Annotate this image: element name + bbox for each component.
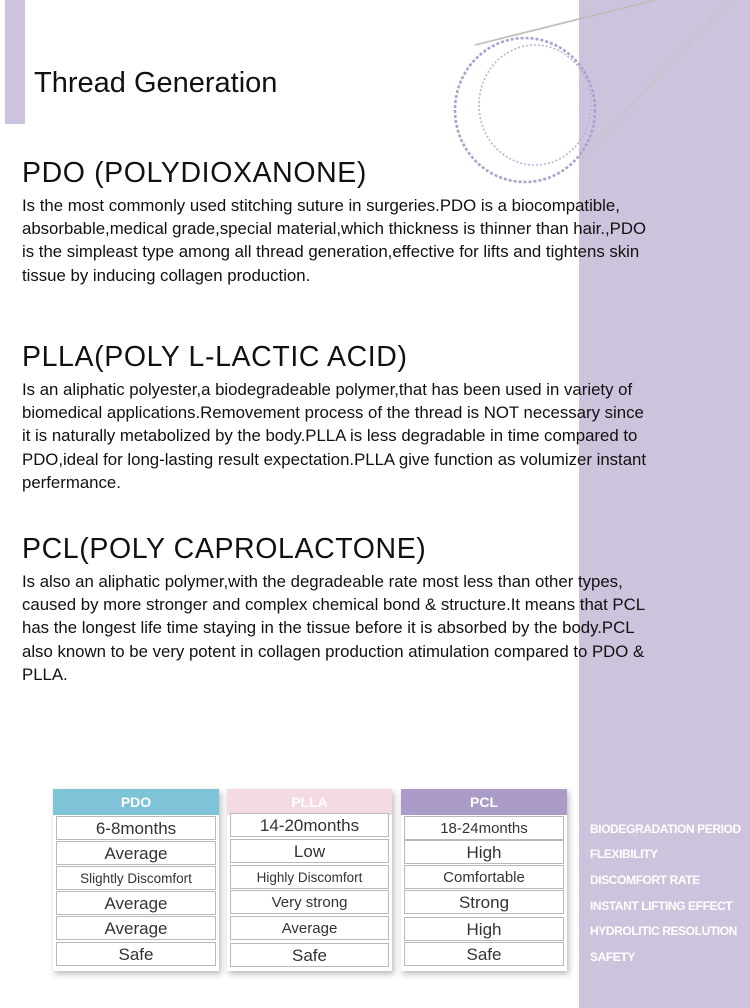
property-label: DISCOMFORT RATE [590,873,700,887]
card-header: PDO [53,789,219,815]
body-line: Is the most commonly used stitching suture in surgeries.PDO is a biocompatible, [22,196,620,215]
cell-flexibility: Low [230,839,389,863]
cell-lifting: Very strong [230,890,389,914]
body-line: biomedical applications.Removement process of the thread is NOT necessary since [22,403,644,423]
cell-safety: Safe [230,943,389,967]
cell-hydrolitic: High [404,917,564,941]
body-line: also known to be very potent in collagen production atimulation compared to PDO & [22,641,645,661]
body-line: absorbable,medical grade,special material,which thickness is thinner than hair.,PDO [22,219,647,239]
body-line: Is also an aliphatic polymer,with the degradeable rate most less than other types, [22,572,623,591]
section-pdo [22,156,728,287]
section-body [22,378,728,494]
section-pcl [22,532,728,686]
property-label: SAFETY [590,950,635,964]
cell-biodegradation: 14-20months [230,813,389,837]
body-line: tissue by inducing collagen production. [22,265,311,285]
section-body [22,194,728,287]
property-label: HYDROLITIC RESOLUTION [590,924,737,938]
title-accent-bar [5,0,25,124]
body-line: PDO,ideal for long-lasting result expectation.PLLA give function as volumizer instant [22,449,647,469]
card-header: PCL [401,789,567,815]
body-line: Is an aliphatic polyester,a biodegradeable polymer,that has been used in variety of [22,380,633,399]
cell-lifting: Average [56,891,216,915]
body-line: it is naturally metabolized by the body.PLLA is less degradable in time compared to [22,426,638,446]
body-line: perfermance. [22,472,121,492]
cell-hydrolitic: Average [56,916,216,940]
comparison-card-pcl [401,789,567,971]
cell-flexibility: Average [56,841,216,865]
cell-biodegradation: 18-24months [404,816,564,840]
body-line: caused by more stronger and complex chemical bond & structure.It means that PCL [22,595,646,615]
property-label: FLEXIBILITY [590,847,658,861]
section-plla [22,340,728,494]
cell-safety: Safe [56,942,216,966]
cell-hydrolitic: Average [230,916,389,940]
section-heading: PCL(POLY CAPROLACTONE) [22,533,427,565]
section-body [22,570,728,686]
page-title: Thread Generation [34,67,278,99]
cell-safety: Safe [404,942,564,966]
cell-discomfort: Comfortable [404,865,564,889]
cell-lifting: Strong [404,890,564,914]
body-line: PLLA. [22,664,68,684]
card-header: PLLA [227,789,392,815]
cell-flexibility: High [404,840,564,864]
body-line: has the longest life time staying in the tissue before it is absorbed by the body.PCL [22,618,635,638]
cell-discomfort: Highly Discomfort [230,865,389,889]
property-label: BIODEGRADATION PERIOD [590,822,741,836]
comparison-card-pdo [53,789,219,971]
comparison-card-plla [227,789,392,971]
property-label: INSTANT LIFTING EFFECT [590,899,733,913]
body-line: is the simpleast type among all thread generation,effective for lifts and tightens skin [22,242,640,262]
cell-biodegradation: 6-8months [56,816,216,840]
cell-discomfort: Slightly Discomfort [56,866,216,890]
section-heading: PDO (POLYDIOXANONE) [22,157,368,189]
section-heading: PLLA(POLY L-LACTIC ACID) [22,341,408,373]
